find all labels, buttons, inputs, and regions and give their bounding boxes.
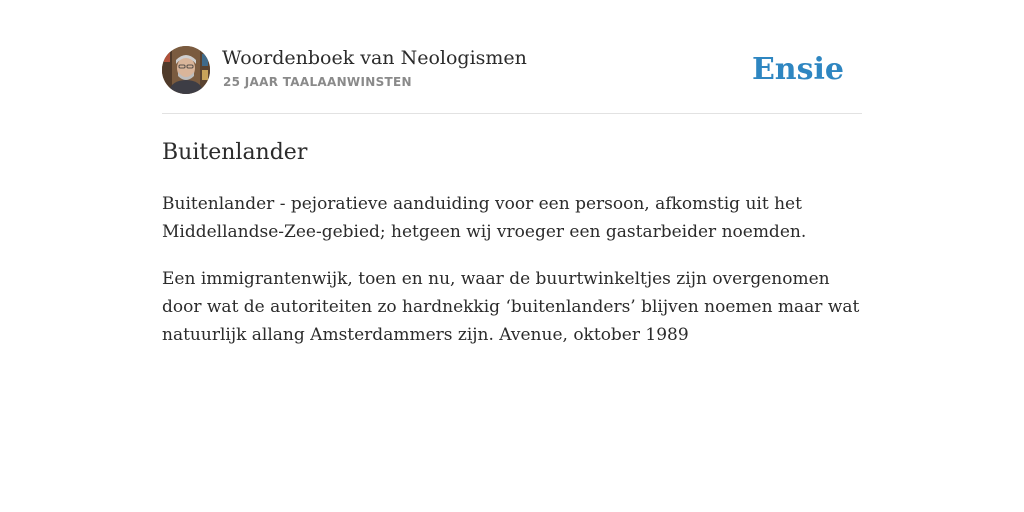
text-line: natuurlijk allang Amsterdammers zijn. Avenue, oktober 1989 xyxy=(162,325,689,345)
entry-headword: Buitenlander xyxy=(162,140,308,165)
header xyxy=(162,46,862,96)
entry-definition xyxy=(162,190,862,246)
text-line: door wat de autoriteiten zo hardnekkig ‘buitenlanders’ blijven noemen maar wat xyxy=(162,297,860,317)
avatar[interactable] xyxy=(162,46,210,94)
author-portrait-icon xyxy=(162,46,210,94)
entry-quote xyxy=(162,265,862,349)
book-title[interactable]: Woordenboek van Neologismen xyxy=(222,47,527,69)
divider xyxy=(162,113,862,114)
text-line: Een immigrantenwijk, toen en nu, waar de buurtwinkeltjes zijn overgenomen xyxy=(162,269,830,289)
text-line: Buitenlander - pejoratieve aanduiding voor een persoon, afkomstig uit het xyxy=(162,194,802,214)
book-subtitle: 25 JAAR TAALAANWINSTEN xyxy=(223,75,412,89)
brand-logo[interactable]: Ensie xyxy=(751,52,844,87)
text-line: Middellandse-Zee-gebied; hetgeen wij vroeger een gastarbeider noemden. xyxy=(162,222,807,242)
